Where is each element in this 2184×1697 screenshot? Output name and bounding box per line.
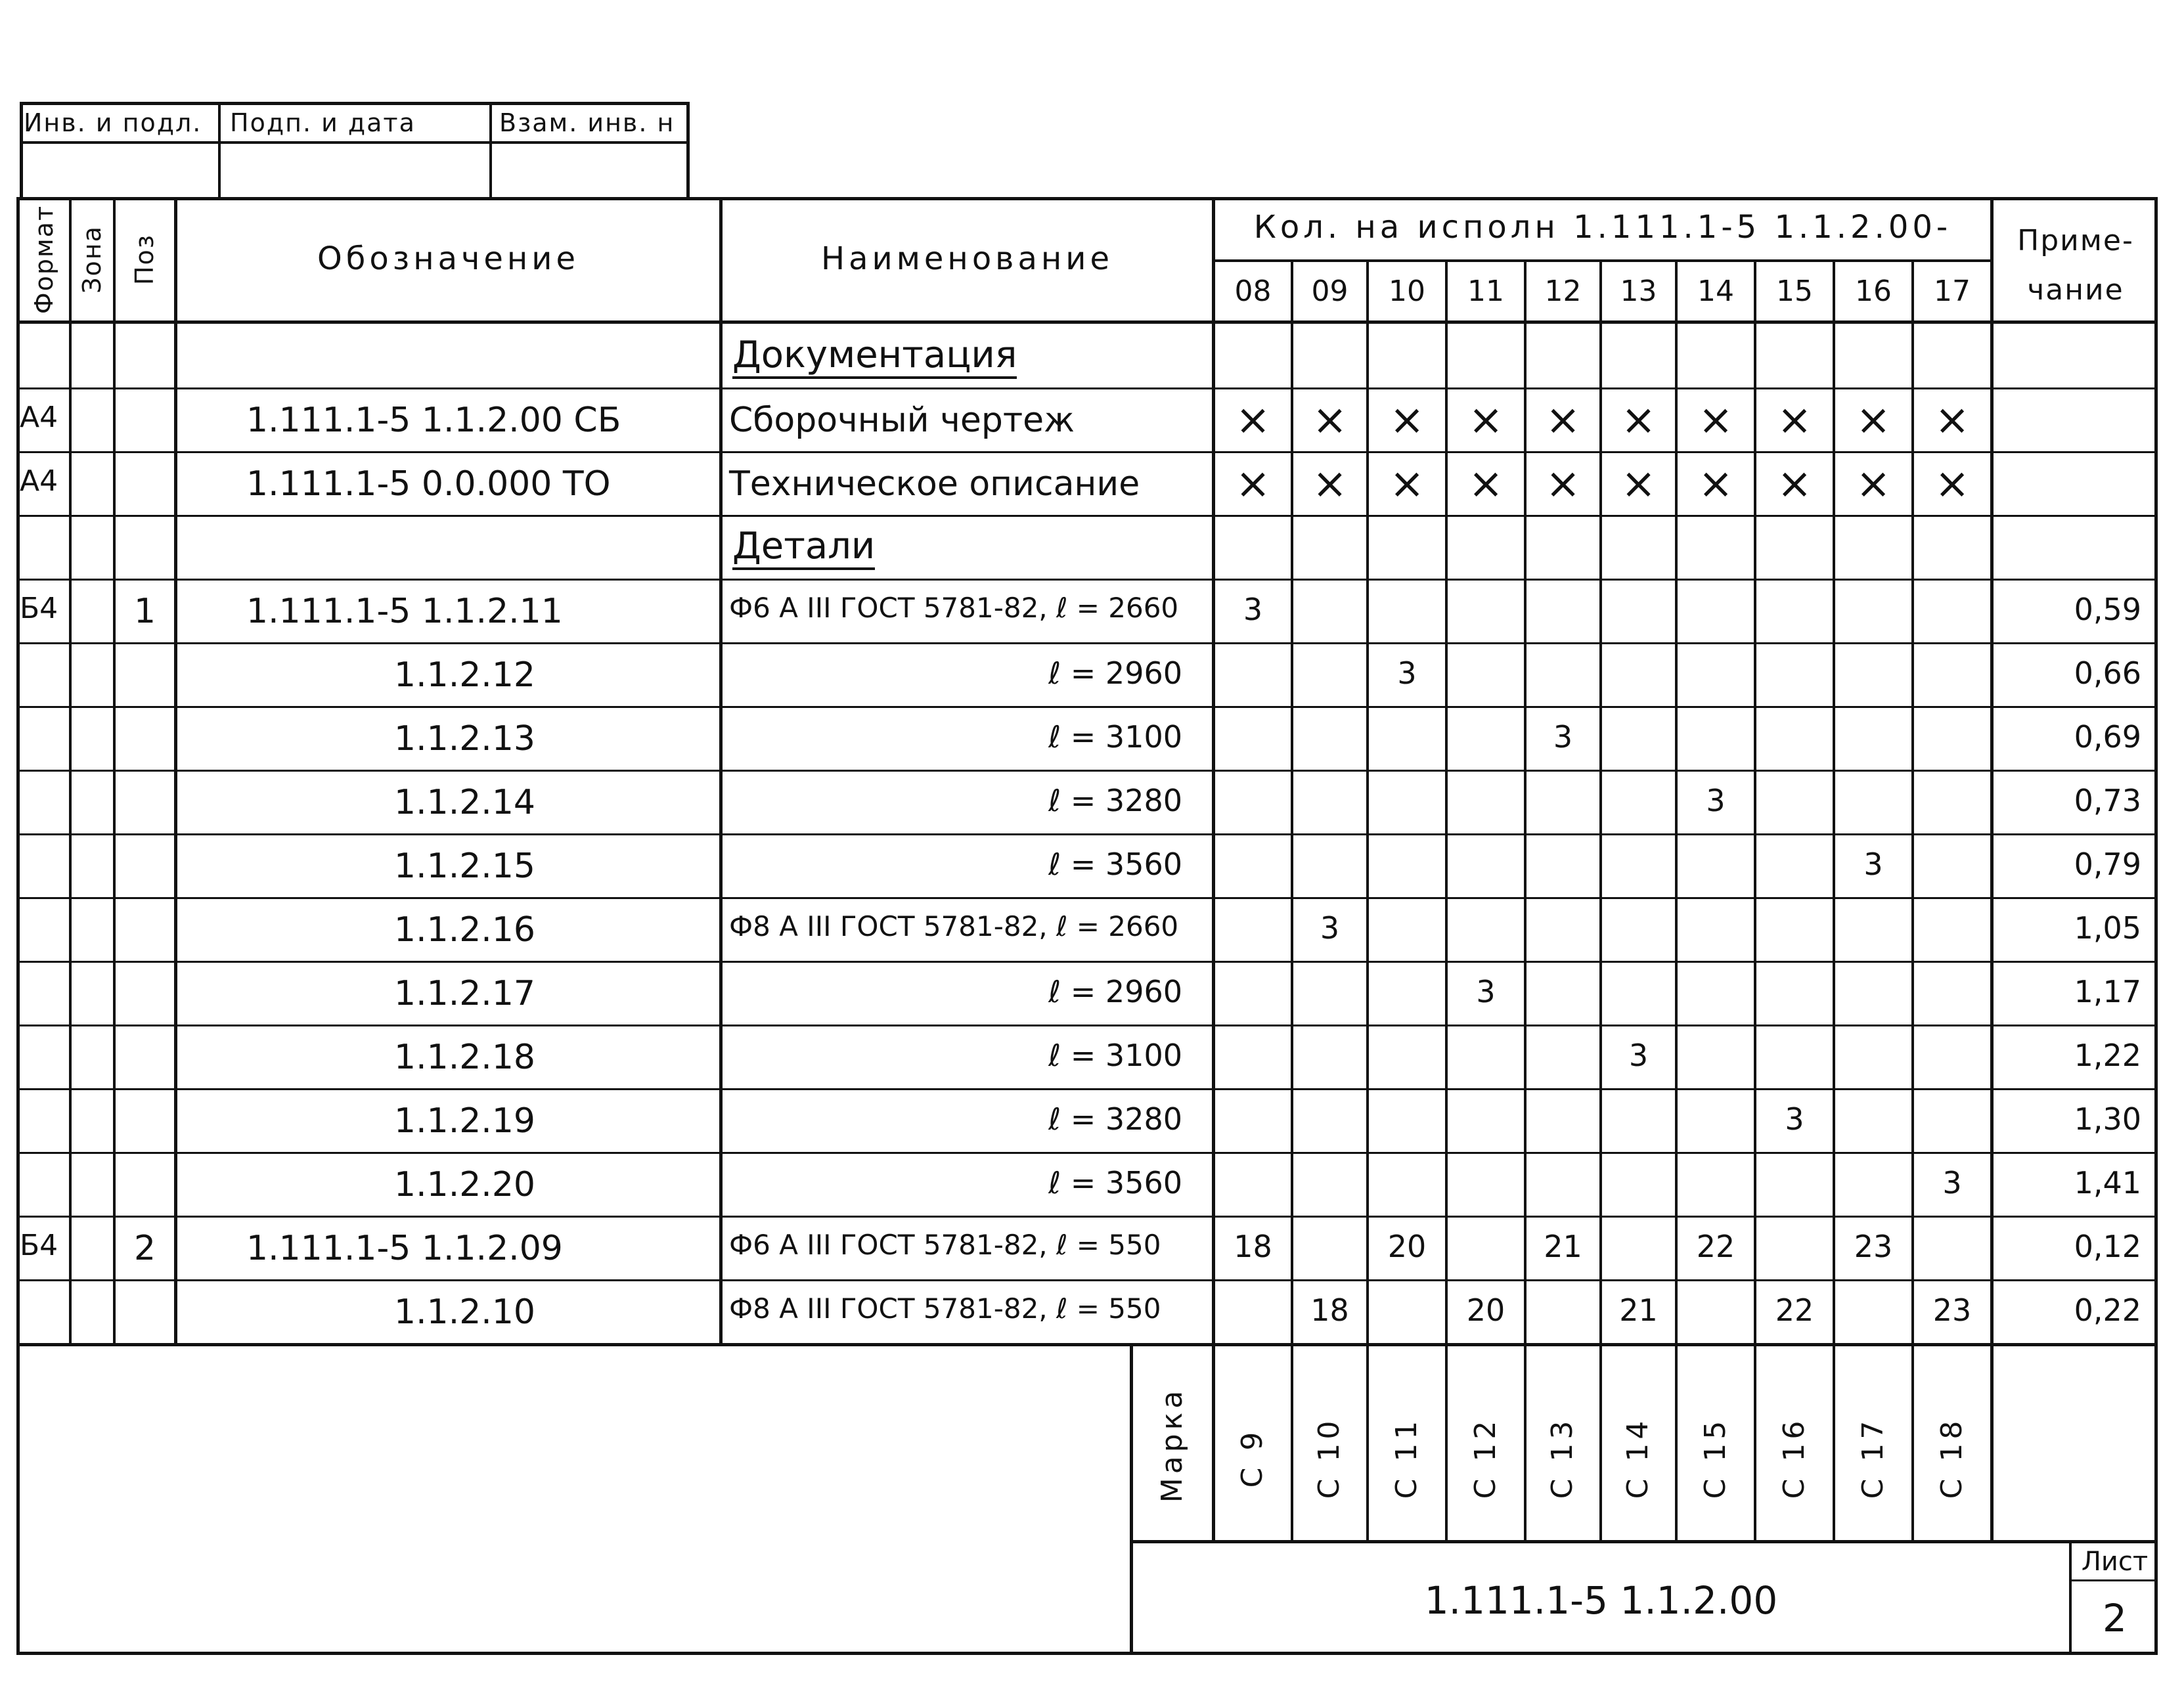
row-qty-15: × [1777,396,1812,445]
row-oboznachenie: 1.1.2.10 [394,1292,536,1332]
row-naimenovanie: Ф8 А III ГОСТ 5781-82, ℓ = 550 [729,1292,1161,1325]
row-naimenovanie: ℓ = 3280 [1048,783,1182,818]
header-naimenovanie: Наименование [820,240,1113,277]
row-qty-12: 3 [1553,719,1573,755]
row-oboznachenie: 1.1.2.17 [394,974,536,1013]
row-qty-09: 18 [1310,1292,1349,1328]
doc-designation: 1.111.1-5 1.1.2.00 [1424,1578,1778,1623]
row-qty-16: 3 [1863,847,1883,882]
row-naimenovanie: Сборочный чертеж [729,401,1075,440]
row-oboznachenie: 1.1.2.20 [394,1165,536,1204]
row-oboznachenie: 1.111.1-5 1.1.2.09 [246,1229,563,1268]
row-oboznachenie: 1.1.2.13 [394,719,536,759]
row-poz: 2 [133,1229,156,1268]
marka-value: С 18 [1935,1417,1969,1499]
row-oboznachenie: 1.1.2.12 [394,655,536,695]
row-primechanie: 1,30 [2074,1101,2141,1137]
row-qty-13: × [1620,396,1657,445]
col-header-15: 15 [1776,275,1813,308]
row-naimenovanie: ℓ = 2960 [1048,974,1182,1009]
row-naimenovanie: ℓ = 3560 [1048,1165,1182,1201]
row-qty-15: 22 [1775,1292,1814,1328]
marka-value: С 13 [1546,1417,1579,1499]
stamp-vzam-inv: Взам. инв. н [499,108,675,137]
col-header-08: 08 [1234,275,1272,308]
marka-value: С 14 [1621,1417,1655,1499]
stamp-podp-data: Подп. и дата [230,108,416,137]
list-number: 2 [2103,1596,2127,1641]
row-naimenovanie: Ф8 А III ГОСТ 5781-82, ℓ = 2660 [729,910,1179,942]
row-qty-13: 21 [1619,1292,1658,1328]
row-format: Б4 [20,592,58,625]
row-qty-16: × [1856,396,1891,445]
row-naimenovanie: Ф6 А III ГОСТ 5781-82, ℓ = 550 [729,1229,1161,1261]
row-oboznachenie: 1.1.2.16 [394,910,536,950]
marka-value: С 9 [1236,1428,1269,1488]
col-header-13: 13 [1620,275,1657,308]
row-qty-17: 3 [1942,1165,1962,1201]
col-header-11: 11 [1467,275,1504,308]
stamp-inv-podl: Инв. и подл. [24,108,202,137]
marka-value: С 15 [1699,1417,1732,1499]
row-qty-17: × [1934,396,1970,445]
row-format: Б4 [20,1229,58,1262]
col-header-10: 10 [1389,275,1425,308]
row-naimenovanie: ℓ = 3560 [1048,847,1182,882]
row-primechanie: 1,05 [2074,910,2141,946]
row-naimenovanie: Техническое описание [729,464,1140,504]
row-qty-16: × [1856,460,1891,508]
row-primechanie: 0,79 [2074,847,2141,882]
row-qty-12: × [1545,396,1581,445]
row-qty-14: 22 [1696,1229,1735,1264]
marka-label: Марка [1155,1386,1189,1503]
row-qty-09: × [1312,460,1348,508]
row-section-title: Детали [732,528,875,570]
row-naimenovanie: Ф6 А III ГОСТ 5781-82, ℓ = 2660 [729,592,1179,624]
row-oboznachenie: 1.1.2.14 [394,783,536,822]
row-section-title: Документация [732,337,1017,379]
col-header-14: 14 [1697,275,1734,308]
col-header-09: 09 [1311,275,1348,308]
col-header-12: 12 [1544,275,1582,308]
row-qty-10: × [1389,396,1425,445]
row-qty-10: 20 [1387,1229,1427,1264]
marka-value: С 16 [1777,1417,1811,1499]
row-qty-09: 3 [1320,910,1340,946]
list-label: Лист [2081,1547,2149,1577]
row-oboznachenie: 1.111.1-5 1.1.2.00 СБ [246,401,621,440]
row-primechanie: 0,69 [2074,719,2141,755]
row-qty-12: × [1545,460,1581,508]
header-oboznachenie: Обозначение [317,240,580,277]
row-naimenovanie: ℓ = 3100 [1048,1038,1182,1073]
row-primechanie: 1,22 [2074,1038,2141,1073]
col-header-17: 17 [1934,275,1971,308]
row-primechanie: 0,22 [2074,1292,2141,1328]
row-qty-13: 3 [1628,1038,1649,1073]
row-qty-08: 18 [1234,1229,1272,1264]
row-qty-10: × [1389,460,1425,508]
marka-value: С 12 [1469,1417,1502,1499]
col-header-16: 16 [1855,275,1892,308]
row-oboznachenie: 1.1.2.15 [394,847,536,886]
row-format: А4 [20,464,58,498]
row-qty-10: 3 [1397,655,1417,691]
marka-value: С 17 [1856,1417,1890,1499]
header-format: Формат [30,204,58,315]
row-qty-11: 3 [1476,974,1496,1009]
row-qty-14: × [1698,396,1733,445]
row-qty-16: 23 [1854,1229,1893,1264]
header-zona: Зона [78,225,106,294]
row-qty-17: × [1934,460,1970,508]
row-oboznachenie: 1.111.1-5 0.0.000 ТО [246,464,611,504]
row-oboznachenie: 1.1.2.19 [394,1101,536,1141]
row-qty-17: 23 [1932,1292,1972,1328]
row-naimenovanie: ℓ = 3280 [1048,1101,1182,1137]
row-qty-09: × [1312,396,1348,445]
row-qty-08: × [1235,460,1271,508]
row-qty-14: × [1698,460,1733,508]
row-primechanie: 0,66 [2074,655,2141,691]
row-qty-12: 21 [1544,1229,1582,1264]
row-poz: 1 [133,592,156,631]
row-qty-14: 3 [1706,783,1726,818]
row-primechanie: 1,41 [2074,1165,2141,1201]
row-qty-13: × [1620,460,1657,508]
header-prim-2: чание [2027,273,2124,307]
row-qty-11: 20 [1466,1292,1505,1328]
row-primechanie: 0,12 [2074,1229,2141,1264]
row-qty-08: × [1235,396,1271,445]
row-naimenovanie: ℓ = 3100 [1048,719,1182,755]
row-primechanie: 0,59 [2074,592,2141,627]
row-qty-15: × [1777,460,1812,508]
header-prim-1: Приме- [2017,224,2134,257]
row-oboznachenie: 1.111.1-5 1.1.2.11 [246,592,563,631]
row-primechanie: 0,73 [2074,783,2141,818]
header-poz: Поз [130,233,159,286]
row-primechanie: 1,17 [2074,974,2141,1009]
row-naimenovanie: ℓ = 2960 [1048,655,1182,691]
row-qty-08: 3 [1243,592,1263,627]
row-format: А4 [20,401,58,434]
marka-value: С 11 [1390,1417,1423,1499]
row-oboznachenie: 1.1.2.18 [394,1038,536,1077]
row-qty-11: × [1468,396,1504,445]
row-qty-11: × [1468,460,1504,508]
header-kol-title: Кол. на исполн 1.111.1-5 1.1.2.00- [1253,209,1952,246]
marka-value: С 10 [1312,1417,1346,1499]
row-qty-15: 3 [1785,1101,1804,1137]
